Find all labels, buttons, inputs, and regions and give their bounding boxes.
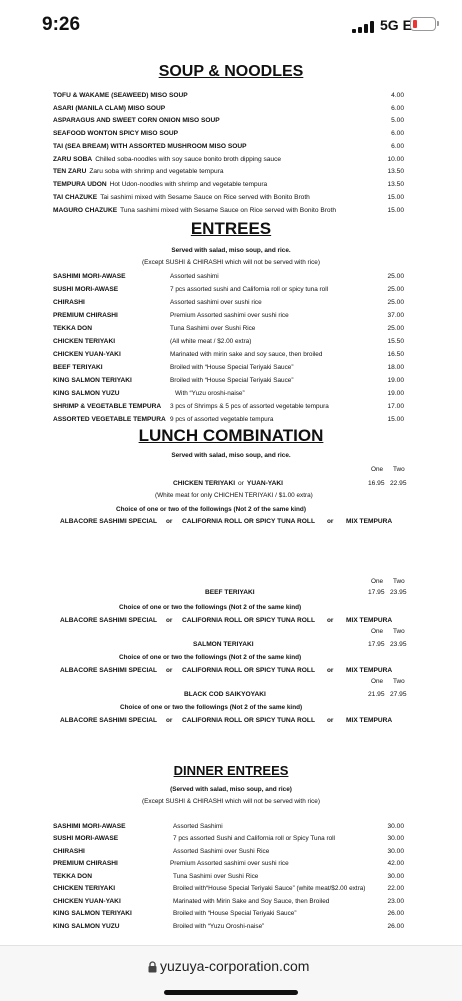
option-tempura: MIX TEMPURA bbox=[346, 667, 393, 674]
battery-icon bbox=[410, 17, 436, 31]
lunch-choice-note: Choice of one or two the followings (Not 2 of the same kind) bbox=[120, 704, 303, 711]
entree-item-desc: Marinated with mirin sake and soy sauce, then broiled bbox=[170, 351, 323, 358]
or-text: or bbox=[327, 518, 334, 525]
dinner-item-name: SUSHI MORI-AWASE bbox=[53, 835, 119, 842]
col-one-label: One bbox=[371, 578, 384, 585]
soup-item-name: TOFU & WAKAME (SEAWEED) MISO SOUP bbox=[53, 92, 188, 99]
signal-icon bbox=[352, 21, 376, 33]
dinner-item-price: 26.00 bbox=[387, 910, 404, 917]
menu-page[interactable] bbox=[0, 50, 462, 945]
soup-item-name: TAI (SEA BREAM) WITH ASSORTED MUSHROOM MISO SOUP bbox=[53, 143, 247, 150]
dinner-item-name: KING SALMON TERIYAKI bbox=[53, 910, 132, 917]
entree-item-name: SASHIMI MORI-AWASE bbox=[53, 273, 126, 280]
soup-item-name: TEN ZARU bbox=[53, 168, 87, 175]
soup-row bbox=[53, 92, 188, 99]
soup-row bbox=[53, 168, 224, 175]
combo-name-part: CHICKEN TERIYAKI bbox=[173, 480, 236, 487]
entree-item-desc: Tuna Sashimi over Sushi Rice bbox=[170, 325, 256, 332]
entree-item-price: 19.00 bbox=[387, 377, 404, 384]
dinner-item-name: CHICKEN YUAN-YAKI bbox=[53, 898, 121, 905]
entree-item-desc: Assorted sashimi over sushi rice bbox=[170, 299, 262, 306]
soup-row bbox=[53, 207, 336, 214]
soup-item-price: 15.00 bbox=[387, 194, 404, 201]
dinner-item-price: 30.00 bbox=[387, 848, 404, 855]
combo-price-two: 23.95 bbox=[390, 589, 407, 596]
entree-item-desc: (All white meat / $2.00 extra) bbox=[170, 338, 252, 345]
dinner-item-desc: 7 pcs assorted Sushi and California roll or Spicy Tuna roll bbox=[173, 835, 335, 842]
entrees-except-note: (Except SUSHI & CHIRASHI which will not be served with rice) bbox=[142, 259, 320, 266]
soup-item-price: 6.00 bbox=[391, 130, 404, 137]
dinner-item-price: 30.00 bbox=[387, 823, 404, 830]
soup-item-desc: Hot Udon-noodles with shrimp and vegetable tempura bbox=[109, 181, 268, 188]
browser-bar bbox=[0, 945, 462, 1001]
soup-item-desc: Zaru soba with shrimp and vegetable tempura bbox=[89, 168, 224, 175]
dinner-item-name: TEKKA DON bbox=[53, 873, 92, 880]
entree-item-price: 19.00 bbox=[387, 390, 404, 397]
entree-item-name: PREMIUM CHIRASHI bbox=[53, 312, 118, 319]
soup-row bbox=[53, 130, 178, 137]
entree-item-desc: Broiled with “House Special Teriyaki Sauce” bbox=[170, 364, 294, 371]
entree-item-desc: Assorted sashimi bbox=[170, 273, 219, 280]
option-roll: CALIFORNIA ROLL OR SPICY TUNA ROLL bbox=[182, 518, 315, 525]
entree-item-price: 17.00 bbox=[387, 403, 404, 410]
entree-item-price: 25.00 bbox=[387, 273, 404, 280]
soup-item-price: 10.00 bbox=[387, 156, 404, 163]
home-indicator[interactable] bbox=[164, 990, 298, 995]
dinner-item-name: SASHIMI MORI-AWASE bbox=[53, 823, 126, 830]
combo-name-part: YUAN-YAKI bbox=[246, 480, 283, 487]
url-bar[interactable]: yuzuya-corporation.com bbox=[160, 958, 310, 974]
dinner-item-desc: Premium Assorted sashimi over sushi rice bbox=[170, 860, 289, 867]
entree-item-desc: Broiled with “House Special Teriyaki Sauce” bbox=[170, 377, 294, 384]
dinner-item-price: 30.00 bbox=[387, 835, 404, 842]
entree-item-desc: Premium Assorted sashimi over sushi rice bbox=[170, 312, 289, 319]
entree-item-price: 16.50 bbox=[387, 351, 404, 358]
soup-item-name: ZARU SOBA bbox=[53, 156, 93, 163]
lunch-choice-note: Choice of one or two the followings (Not 2 of the same kind) bbox=[119, 604, 302, 611]
lunch-choice-note: Choice of one or two the followings (Not 2 of the same kind) bbox=[119, 654, 302, 661]
or-text: or bbox=[327, 617, 334, 624]
soup-row bbox=[53, 181, 267, 188]
option-tempura: MIX TEMPURA bbox=[346, 717, 393, 724]
entree-item-desc: 3 pcs of Shrimps & 5 pcs of assorted vegetable tempura bbox=[170, 403, 329, 410]
or-text: or bbox=[166, 617, 173, 624]
dinner-except-note: (Except SUSHI & CHIRASHI which will not be served with rice) bbox=[142, 798, 320, 805]
or-text: or bbox=[166, 717, 173, 724]
entree-item-name: CHIRASHI bbox=[53, 299, 85, 306]
col-two-label: Two bbox=[393, 578, 405, 585]
dinner-item-price: 22.00 bbox=[387, 885, 404, 892]
lunch-combo-name: BEEF TERIYAKI bbox=[205, 589, 255, 596]
entree-item-price: 18.00 bbox=[387, 364, 404, 371]
entree-item-desc: 9 pcs of assorted vegetable tempura bbox=[170, 416, 274, 423]
dinner-item-desc: Broiled with “House Special Teriyaki Sauce” bbox=[173, 910, 297, 917]
soup-heading: SOUP & NOODLES bbox=[158, 63, 304, 80]
col-one-label: One bbox=[371, 466, 384, 473]
soup-item-name: TEMPURA UDON bbox=[53, 181, 107, 188]
soup-item-price: 4.00 bbox=[391, 92, 404, 99]
dinner-item-name: KING SALMON YUZU bbox=[53, 923, 120, 930]
option-roll: CALIFORNIA ROLL OR SPICY TUNA ROLL bbox=[182, 667, 315, 674]
lunch-heading: LUNCH COMBINATION bbox=[138, 426, 324, 445]
soup-item-price: 6.00 bbox=[391, 143, 404, 150]
combo-price-two: 23.95 bbox=[390, 641, 407, 648]
option-albacore: ALBACORE SASHIMI SPECIAL bbox=[60, 617, 158, 624]
soup-row bbox=[53, 194, 310, 201]
soup-item-desc: Tuna sashimi mixed with Sesame Sauce on Rice served with Bonito Broth bbox=[120, 207, 337, 214]
soup-item-desc: Tai sashimi mixed with Sesame Sauce on Rice served with Bonito Broth bbox=[100, 194, 310, 201]
option-albacore: ALBACORE SASHIMI SPECIAL bbox=[60, 717, 158, 724]
dinner-item-desc: Assorted Sashimi bbox=[173, 823, 223, 830]
option-albacore: ALBACORE SASHIMI SPECIAL bbox=[60, 667, 158, 674]
dinner-item-name: CHIRASHI bbox=[53, 848, 85, 855]
entree-item-price: 15.00 bbox=[387, 416, 404, 423]
soup-item-price: 5.00 bbox=[391, 117, 404, 124]
entree-item-price: 15.50 bbox=[387, 338, 404, 345]
soup-item-price: 13.50 bbox=[387, 181, 404, 188]
dinner-item-desc: Tuna Sashimi over Sushi Rice bbox=[173, 873, 259, 880]
soup-row bbox=[53, 117, 220, 124]
lunch-combo-name bbox=[173, 480, 283, 487]
status-bar bbox=[0, 0, 462, 50]
soup-row bbox=[53, 156, 281, 163]
entree-item-price: 37.00 bbox=[387, 312, 404, 319]
soup-row bbox=[53, 105, 165, 112]
dinner-item-price: 30.00 bbox=[387, 873, 404, 880]
soup-item-name: TAI CHAZUKE bbox=[53, 194, 98, 201]
soup-item-price: 6.00 bbox=[391, 105, 404, 112]
option-albacore: ALBACORE SASHIMI SPECIAL bbox=[60, 518, 158, 525]
or-text: or bbox=[166, 518, 173, 525]
entree-item-price: 25.00 bbox=[387, 299, 404, 306]
or-text: or bbox=[327, 717, 334, 724]
dinner-item-desc: Broiled with“House Special Teriyaki Sauce” (white meat/$2.00 extra) bbox=[173, 885, 366, 892]
soup-item-name: ASPARAGUS AND SWEET CORN ONION MISO SOUP bbox=[53, 117, 220, 124]
network-label: 5G E bbox=[380, 17, 412, 33]
entrees-heading: ENTREES bbox=[190, 219, 272, 238]
entree-item-name: SUSHI MORI-AWASE bbox=[53, 286, 119, 293]
option-roll: CALIFORNIA ROLL OR SPICY TUNA ROLL bbox=[182, 717, 315, 724]
lunch-combo-name: BLACK COD SAIKYOYAKI bbox=[184, 691, 266, 698]
entree-item-price: 25.00 bbox=[387, 325, 404, 332]
entree-item-name: CHICKEN TERIYAKI bbox=[53, 338, 116, 345]
entree-item-name: SHRIMP & VEGETABLE TEMPURA bbox=[53, 403, 162, 410]
dinner-item-desc: Marinated with Mirin Sake and Soy Sauce, then Broiled bbox=[173, 898, 330, 905]
entree-item-name: BEEF TERIYAKI bbox=[53, 364, 103, 371]
dinner-item-desc: Assorted Sashimi over Sushi Rice bbox=[173, 848, 270, 855]
col-two-label: Two bbox=[393, 678, 405, 685]
lock-icon bbox=[147, 961, 158, 973]
entree-item-desc: 7 pcs assorted sushi and California roll or spicy tuna roll bbox=[170, 286, 329, 293]
entrees-served-note: Served with salad, miso soup, and rice. bbox=[171, 247, 291, 254]
option-roll: CALIFORNIA ROLL OR SPICY TUNA ROLL bbox=[182, 617, 315, 624]
lunch-served-note: Served with salad, miso soup, and rice. bbox=[171, 452, 291, 459]
dinner-item-price: 42.00 bbox=[387, 860, 404, 867]
combo-price-one: 17.95 bbox=[368, 641, 385, 648]
col-one-label: One bbox=[371, 678, 384, 685]
combo-price-one: 17.95 bbox=[368, 589, 385, 596]
combo-price-one: 21.95 bbox=[368, 691, 385, 698]
dinner-heading: DINNER ENTREES bbox=[173, 763, 289, 778]
or-text: or bbox=[327, 667, 334, 674]
or-text: or bbox=[238, 480, 244, 487]
combo-price-one: 16.95 bbox=[368, 480, 385, 487]
option-tempura: MIX TEMPURA bbox=[346, 518, 393, 525]
lunch-combo-name: SALMON TERIYAKI bbox=[193, 641, 254, 648]
combo-price-two: 27.95 bbox=[390, 691, 407, 698]
combo-price-two: 22.95 bbox=[390, 480, 407, 487]
soup-item-name: SEAFOOD WONTON SPICY MISO SOUP bbox=[53, 130, 179, 137]
option-tempura: MIX TEMPURA bbox=[346, 617, 393, 624]
col-one-label: One bbox=[371, 628, 384, 635]
entree-item-price: 25.00 bbox=[387, 286, 404, 293]
col-two-label: Two bbox=[393, 628, 405, 635]
lunch-note: (White meat for only CHICHEN TERIYAKI / $1.00 extra) bbox=[155, 492, 313, 499]
lunch-choice-note: Choice of one or two of the followings (Not 2 of the same kind) bbox=[116, 506, 306, 513]
soup-item-name: MAGURO CHAZUKE bbox=[53, 207, 118, 214]
dinner-served-note: (Served with salad, miso soup, and rice) bbox=[170, 786, 292, 793]
entree-item-name: CHICKEN YUAN-YAKI bbox=[53, 351, 121, 358]
dinner-item-name: CHICKEN TERIYAKI bbox=[53, 885, 116, 892]
entree-item-name: TEKKA DON bbox=[53, 325, 92, 332]
dinner-item-price: 23.00 bbox=[387, 898, 404, 905]
soup-item-price: 13.50 bbox=[387, 168, 404, 175]
soup-item-price: 15.00 bbox=[387, 207, 404, 214]
soup-item-name: ASARI (MANILA CLAM) MISO SOUP bbox=[53, 105, 166, 112]
soup-item-desc: Chilled soba-noodles with soy sauce bonito broth dipping sauce bbox=[95, 156, 282, 163]
clock: 9:26 bbox=[42, 14, 81, 35]
col-two-label: Two bbox=[393, 466, 405, 473]
or-text: or bbox=[166, 667, 173, 674]
dinner-item-name: PREMIUM CHIRASHI bbox=[53, 860, 118, 867]
dinner-item-price: 26.00 bbox=[387, 923, 404, 930]
entree-item-name: KING SALMON TERIYAKI bbox=[53, 377, 132, 384]
entree-item-name: ASSORTED VEGETABLE TEMPURA bbox=[53, 416, 166, 423]
soup-row bbox=[53, 143, 247, 150]
dinner-item-desc: Broiled with “Yuzu Oroshi-naise” bbox=[173, 923, 265, 930]
entree-item-desc: With “Yuzu oroshi-naise” bbox=[175, 390, 245, 397]
entree-item-name: KING SALMON YUZU bbox=[53, 390, 120, 397]
